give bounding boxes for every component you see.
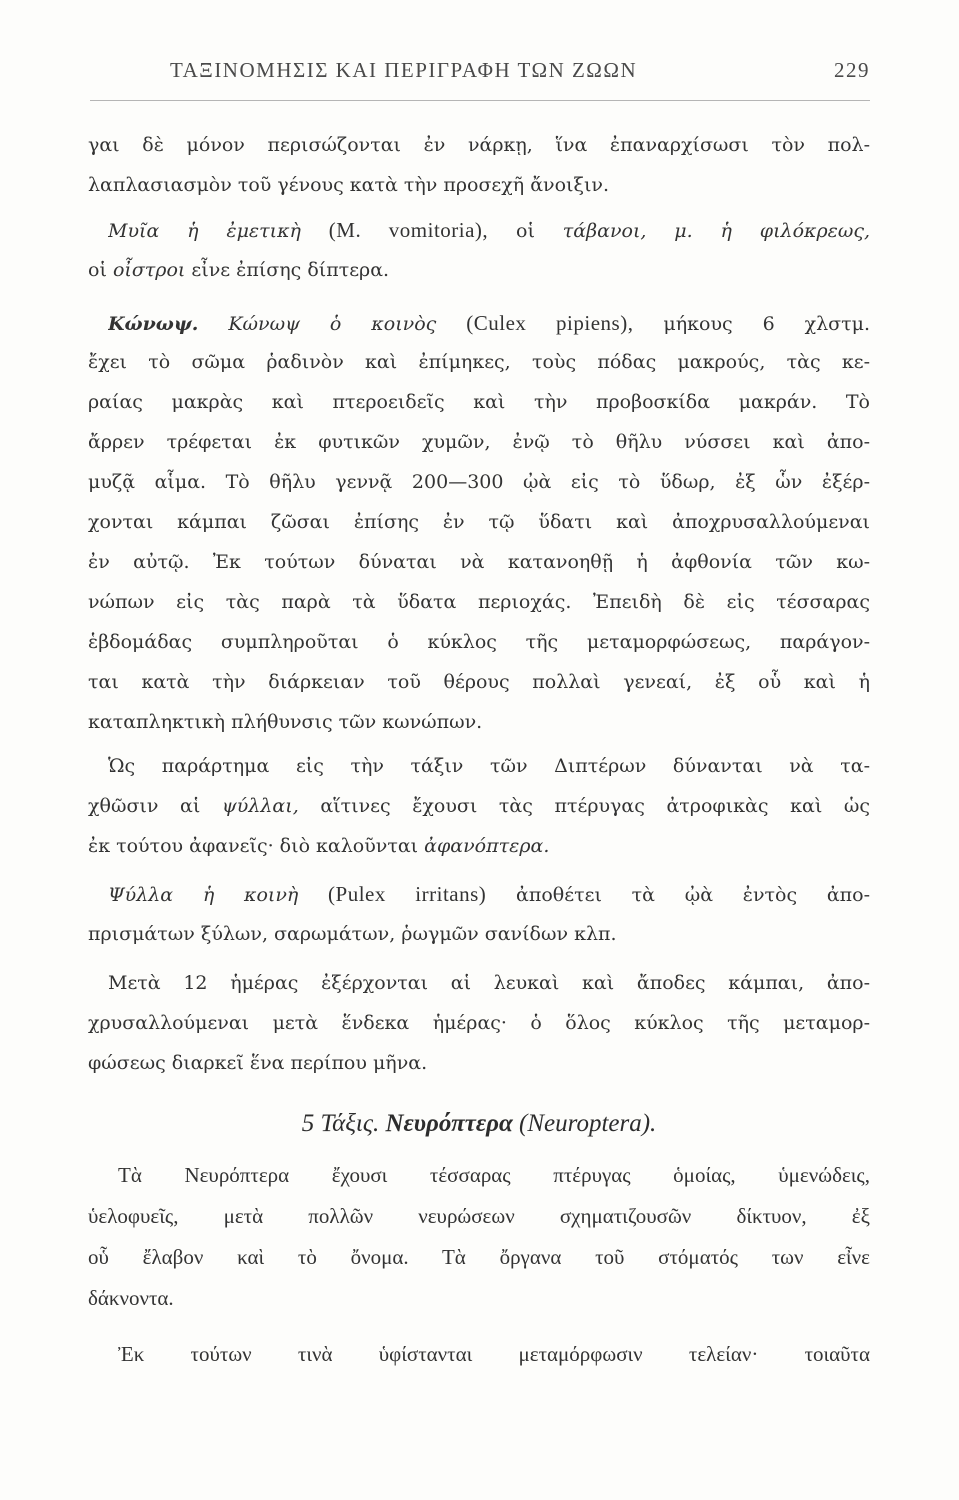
text-line: νώπων εἰς τὰς παρὰ τὰ ὕδατα περιοχάς. Ἐπειδὴ δὲ εἰς τέσσαρας <box>88 591 870 613</box>
text-line: Τὰ Νευρόπτερα ἔχουσι τέσσαρας πτέρυγας ὁμοίας, ὑμενώδεις, <box>118 1163 870 1187</box>
section-latin: (Neuroptera). <box>519 1110 657 1137</box>
section-heading <box>88 1110 870 1138</box>
latin-name: (Pulex irritans) <box>328 882 487 906</box>
header-rule <box>90 100 870 101</box>
text-line: πρισμάτων ξύλων, σαρωμάτων, ῥωγμῶν σανίδων κλπ. <box>88 923 617 945</box>
text-line: ἑβδομάδας συμπληροῦται ὁ κύκλος τῆς μεταμορφώσεως, παράγον- <box>88 631 870 653</box>
species-name: Μυῖα ἡ ἐμετικὴ <box>108 220 301 242</box>
species-name: Κώνωψ ὁ κοινὸς <box>228 313 437 335</box>
latin-name: (M. vomitoria), <box>328 218 489 242</box>
text-fragment: αἵτινες ἔχουσι τὰς πτέρυγας ἀτροφικὰς καὶ ὡς <box>320 795 870 817</box>
species-name: οἶστροι <box>112 259 186 281</box>
text-line: λαπλασιασμὸν τοῦ γένους κατὰ τὴν προσεχῆ ἄνοιξιν. <box>88 174 609 196</box>
running-head-title: ΤΑΞΙΝΟΜΗΣΙΣ ΚΑΙ ΠΕΡΙΓΡΑΦΗ ΤΩΝ ΖΩΩΝ <box>170 58 638 82</box>
section-number: 5 <box>301 1110 315 1137</box>
page-number: 229 <box>834 58 870 82</box>
section-order: Τάξις. <box>320 1110 380 1137</box>
text-line: Μετὰ 12 ἡμέρας ἐξέρχονται αἱ λευκαὶ καὶ ἄποδες κάμπαι, ἀπο- <box>108 972 870 994</box>
text-fragment: ἀποθέτει τὰ ᾠὰ ἐντὸς ἀπο- <box>516 884 870 906</box>
text-fragment: οἱ <box>88 259 107 281</box>
text-line <box>88 828 870 868</box>
text-line: γαι δὲ μόνον περισώζονται ἐν νάρκῃ, ἵνα ἐπαναρχίσωσι τὸν πολ- <box>88 134 870 156</box>
text-fragment: οἱ <box>516 220 535 242</box>
text-line: ἄρρεν τρέφεται ἐκ φυτικῶν χυμῶν, ἐνῷ τὸ θῆλυ νύσσει καὶ ἀπο- <box>88 431 870 453</box>
text-line: φώσεως διαρκεῖ ἕνα περίπου μῆνα. <box>88 1052 428 1074</box>
text-line <box>108 305 870 345</box>
text-line <box>88 788 870 828</box>
text-line <box>88 252 870 292</box>
text-fragment: εἶνε ἐπίσης δίπτερα. <box>191 259 390 281</box>
text-line: μυζᾷ αἷμα. Τὸ θῆλυ γεννᾷ 200—300 ᾠὰ εἰς τὸ ὕδωρ, ἐξ ὧν ἐξέρ- <box>88 471 870 493</box>
text-fragment: χθῶσιν αἱ <box>88 795 201 817</box>
text-line: καταπληκτικὴ πλήθυνσις τῶν κωνώπων. <box>88 711 483 733</box>
text-line: ἐν αὐτῷ. Ἐκ τούτων δύναται νὰ κατανοηθῇ ἡ ἀφθονία τῶν κω- <box>88 551 870 573</box>
text-fragment: μήκους 6 χλστμ. <box>663 313 870 335</box>
text-line <box>108 876 870 916</box>
text-line: ται κατὰ τὴν διάρκειαν τοῦ θέρους πολλαὶ γενεαί, ἐξ οὗ καὶ ἡ <box>88 671 870 693</box>
species-name: τάβανοι, μ. ἡ φιλόκρεως, <box>562 220 870 242</box>
text-line: χονται κάμπαι ζῶσαι ἐπίσης ἐν τῷ ὕδατι καὶ ἀποχρυσαλλούμεναι <box>88 511 870 533</box>
term-italic: ψύλλαι, <box>221 795 299 817</box>
running-head <box>170 58 870 88</box>
species-heading: Κώνωψ. <box>108 313 199 335</box>
text-line <box>108 212 870 252</box>
text-line: ραίας μακρὰς καὶ πτεροειδεῖς καὶ τὴν προβοσκίδα μακράν. Τὸ <box>88 391 870 413</box>
text-line: Ἐκ τούτων τινὰ ὑφίστανται μεταμόρφωσιν τελείαν· τοιαῦτα <box>118 1342 870 1366</box>
latin-name: (Culex pipiens), <box>466 311 634 335</box>
text-fragment: ἐκ τούτου ἀφανεῖς· διὸ καλοῦνται <box>88 835 419 857</box>
section-name: Νευρόπτερα <box>385 1110 513 1137</box>
text-line: ἔχει τὸ σῶμα ῥαδινὸν καὶ ἐπίμηκες, τοὺς πόδας μακρούς, τὰς κε- <box>88 351 870 373</box>
text-line: δάκνοντα. <box>88 1286 174 1310</box>
text-line: οὗ ἔλαβον καὶ τὸ ὄνομα. Τὰ ὄργανα τοῦ στόματός των εἶνε <box>88 1245 870 1269</box>
term-italic: ἀφανόπτερα. <box>424 835 550 857</box>
species-name: Ψύλλα ἡ κοινὴ <box>108 884 299 906</box>
text-line: Ὡς παράρτημα εἰς τὴν τάξιν τῶν Διπτέρων δύνανται νὰ τα- <box>108 755 870 777</box>
text-line: ὑελοφυεῖς, μετὰ πολλῶν νευρώσεων σχηματιζουσῶν δίκτυον, ἐξ <box>88 1204 870 1228</box>
text-line: χρυσαλλούμεναι μετὰ ἕνδεκα ἡμέρας· ὁ ὅλος κύκλος τῆς μεταμορ- <box>88 1012 870 1034</box>
